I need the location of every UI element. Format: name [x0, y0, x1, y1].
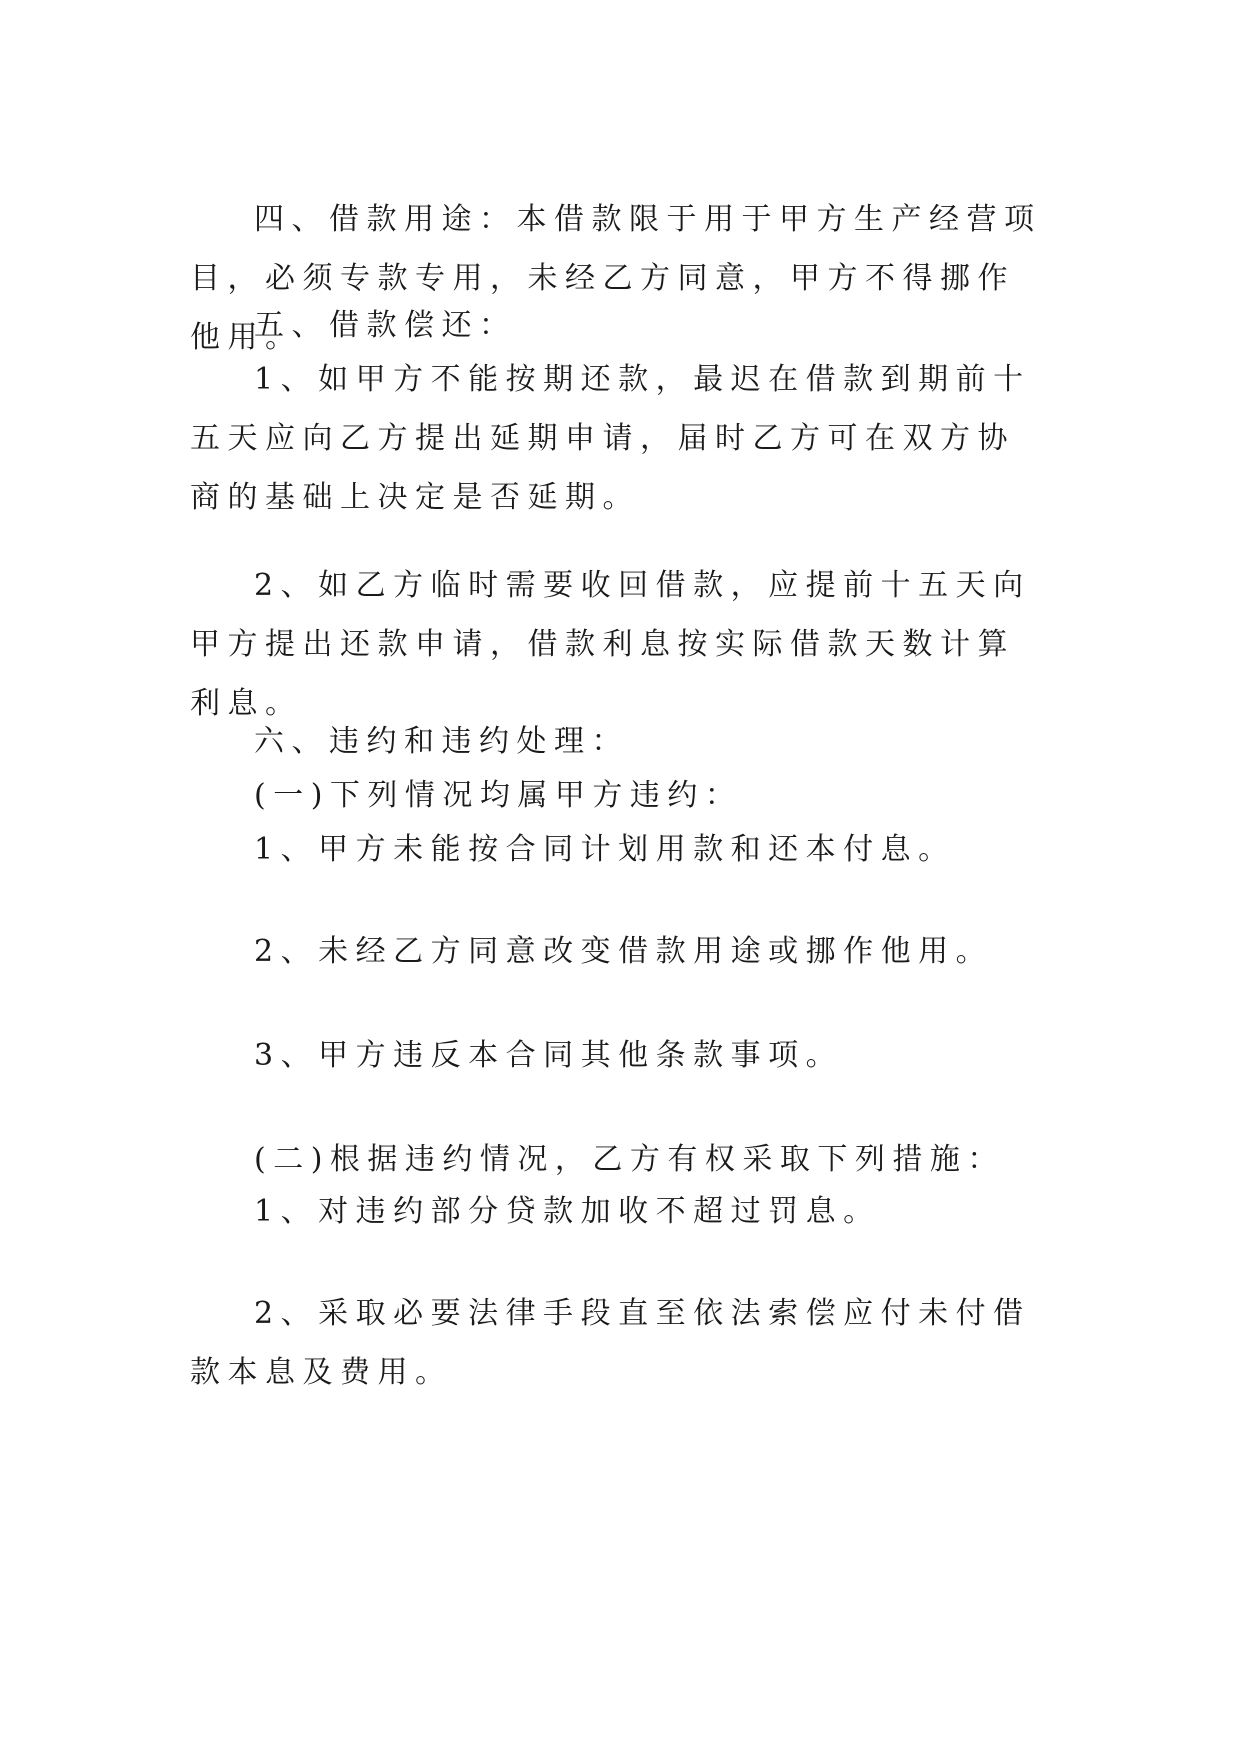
heading-remedies: (二)根据违约情况，乙方有权采取下列措施：: [254, 1142, 1005, 1177]
paragraph-breach-case-3: 3、甲方违反本合同其他条款事项。: [254, 1038, 844, 1073]
paragraph-breach-case-1: 1、甲方未能按合同计划用款和还本付息。: [254, 832, 956, 867]
paragraph-remedy-1: 1、对违约部分贷款加收不超过罚息。: [254, 1194, 881, 1229]
heading-breach: 六、违约和违约处理：: [254, 724, 629, 759]
paragraph-remedy-2: 2、采取必要法律手段直至依法索偿应付未付借款本息及费用。: [190, 1296, 1031, 1390]
paragraph-loan-purpose: 四、借款用途：本借款限于用于甲方生产经营项目，必须专款专用，未经乙方同意，甲方不得挪作他用。: [190, 202, 1042, 355]
paragraph-repayment-2: 2、如乙方临时需要收回借款，应提前十五天向甲方提出还款申请，借款利息按实际借款天数计算利息。: [190, 568, 1031, 721]
heading-loan-repayment: 五、借款偿还：: [254, 308, 517, 343]
paragraph-breach-case-2: 2、未经乙方同意改变借款用途或挪作他用。: [254, 934, 994, 969]
paragraph-repayment-1: 1、如甲方不能按期还款，最迟在借款到期前十五天应向乙方提出延期申请，届时乙方可在双方协商的基础上决定是否延期。: [190, 362, 1031, 515]
heading-breach-cases: (一)下列情况均属甲方违约：: [254, 778, 743, 813]
